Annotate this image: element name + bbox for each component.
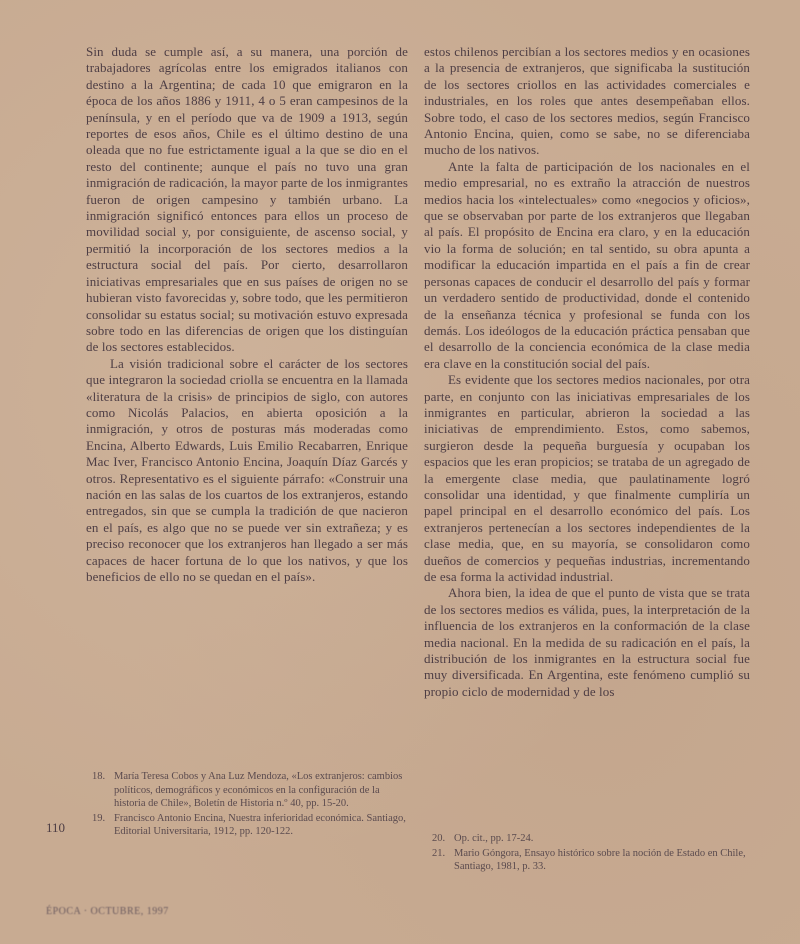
page-number: 110: [46, 820, 66, 835]
right-text-column: [424, 44, 750, 700]
paragraph: Ante la falta de participación de los nacionales en el medio empresarial, no es extraño la atracción de nuestros medios hacia los «intelectuales» como «negocios y oficios», que se observaban por parte de los extranjeros que llegaban al país. El propósito de Encina era claro, y en la educación vio la forma de solución; en tal sentido, su obra apunta a modificar la educación impartida en el país a fin de crear personas capaces de conducir el desarrollo del país y formar un verdadero sentido de productividad, donde el contenido de la enseñanza técnica y profesional se funda con los demás. Los ideólogos de la educación práctica pensaban que el desarrollo de la conciencia económica de la clase media era clave en la constitución social del país.: [424, 158, 750, 371]
left-text-column: [86, 44, 408, 585]
running-footer: ÉPOCA · OCTUBRE, 1997: [46, 906, 169, 917]
footnotes-left: [92, 770, 410, 840]
footnotes-right: [432, 832, 750, 875]
footnote-text: María Teresa Cobos y Ana Luz Mendoza, «Los extranjeros: cambios políticos, demográficos y económicos en la configuración de la historia de Chile», Boletín de Historia n.º 40, pp. 15-20.: [114, 771, 403, 809]
paragraph: estos chilenos percibían a los sectores medios y en ocasiones a la presencia de extranjeros, que significaba la sustitución de los sectores criollos en las actividades comerciales e industriales, en los roles que antes desempeñaban ellos. Sobre todo, el caso de los sectores medios, según Francisco Antonio Encina, quien, como se sabe, no se diferenciaba mucho de los nativos.: [424, 44, 750, 158]
footnote-number: 18.: [92, 771, 106, 782]
footnote: [92, 812, 410, 839]
footnote-text: Francisco Antonio Encina, Nuestra inferioridad económica. Santiago, Editorial Universitaria, 1912, pp. 120-122.: [114, 812, 406, 837]
footnote: [432, 832, 750, 846]
footnote-number: 19.: [92, 812, 106, 824]
footnote: [92, 770, 410, 811]
footnote-number: 20.: [432, 833, 446, 844]
paragraph: La visión tradicional sobre el carácter de los sectores que integraron la sociedad criolla se encuentra en la llamada «literatura de la crisis» de principios de siglo, con autores como Nicolás Palacios, en abierta oposición a la inmigración, y otros de posturas más moderadas como Encina, Alberto Edwards, Luis Emilio Recabarren, Enrique Mac Iver, Francisco Antonio Encina, Joaquín Díaz Garcés y otros. Representativo es el siguiente párrafo: «Construir una nación en las salas de los cuartos de los extranjeros, estando entregados, sin que se cumpla la tradición de que nacieron en el país, es algo que no se puede ver sin extrañeza; y es preciso reconocer que los extranjeros han llegado a ser más capaces de hacer fortuna de lo que los nativos, y que los beneficios de ello no se quedan en el país».: [86, 355, 408, 584]
paragraph: Ahora bien, la idea de que el punto de vista que se trata de los sectores medios es válida, pues, la interpretación de la influencia de los extranjeros en la conformación de la clase media nacional. En la medida de su radicación en el país, la distribución de los inmigrantes en la estructura social fue muy diversificada. En Argentina, este fenómeno cumplió su propio ciclo de modernidad y de los: [424, 585, 750, 699]
footnote-number: 21.: [432, 847, 446, 859]
footnote: [432, 847, 750, 874]
paragraph: Sin duda se cumple así, a su manera, una porción de trabajadores agrícolas entre los emigrados italianos con destino a la Argentina; de cada 10 que emigraron en la época de los años 1886 y 1911, 4 o 5 eran campesinos de la península, y en el período que va de 1909 a 1913, según reportes de esos años, Chile es el último destino de una oleada que no fue estrictamente igual a la que se dio en el resto del continente; aunque el país no tuvo una gran inmigración de radicación, la mayor parte de los inmigrantes fueron de origen campesino y también urbano. La inmigración significó entonces para ellos un proceso de movilidad social y, por consiguiente, de ascenso social, y permitió la incorporación de los sectores medios a la estructura social del país. Por cierto, desarrollaron iniciativas empresariales que en sus países de origen no se hubieran visto favorecidas y, sobre todo, que les permitieron consolidar su estatus social; su motivación estuvo expresada sobre todo en las diferencias de origen que los distinguían de los sectores establecidos.: [86, 44, 408, 355]
footnote-text: Op. cit., pp. 17-24.: [454, 833, 534, 844]
paragraph: Es evidente que los sectores medios nacionales, por otra parte, en conjunto con las iniciativas empresariales de los inmigrantes en particular, abrieron la sociedad a las iniciativas de emprendimiento. Estos, como sabemos, surgieron desde la pequeña burguesía y ocupaban los espacios que les eran propicios; se trataba de un agregado de la emergente clase media, que paulatinamente logró consolidar una identidad, y que finalmente cumpliría un papel principal en el desarrollo económico del país. Los extranjeros pertenecían a los sectores independientes de la clase media, que, en su mayoría, se consolidaron como dueños de comercios y pequeñas industrias, incrementando de esa forma la actividad industrial.: [424, 372, 750, 584]
footnote-text: Mario Góngora, Ensayo histórico sobre la noción de Estado en Chile, Santiago, 1981, p. 33.: [454, 847, 746, 872]
